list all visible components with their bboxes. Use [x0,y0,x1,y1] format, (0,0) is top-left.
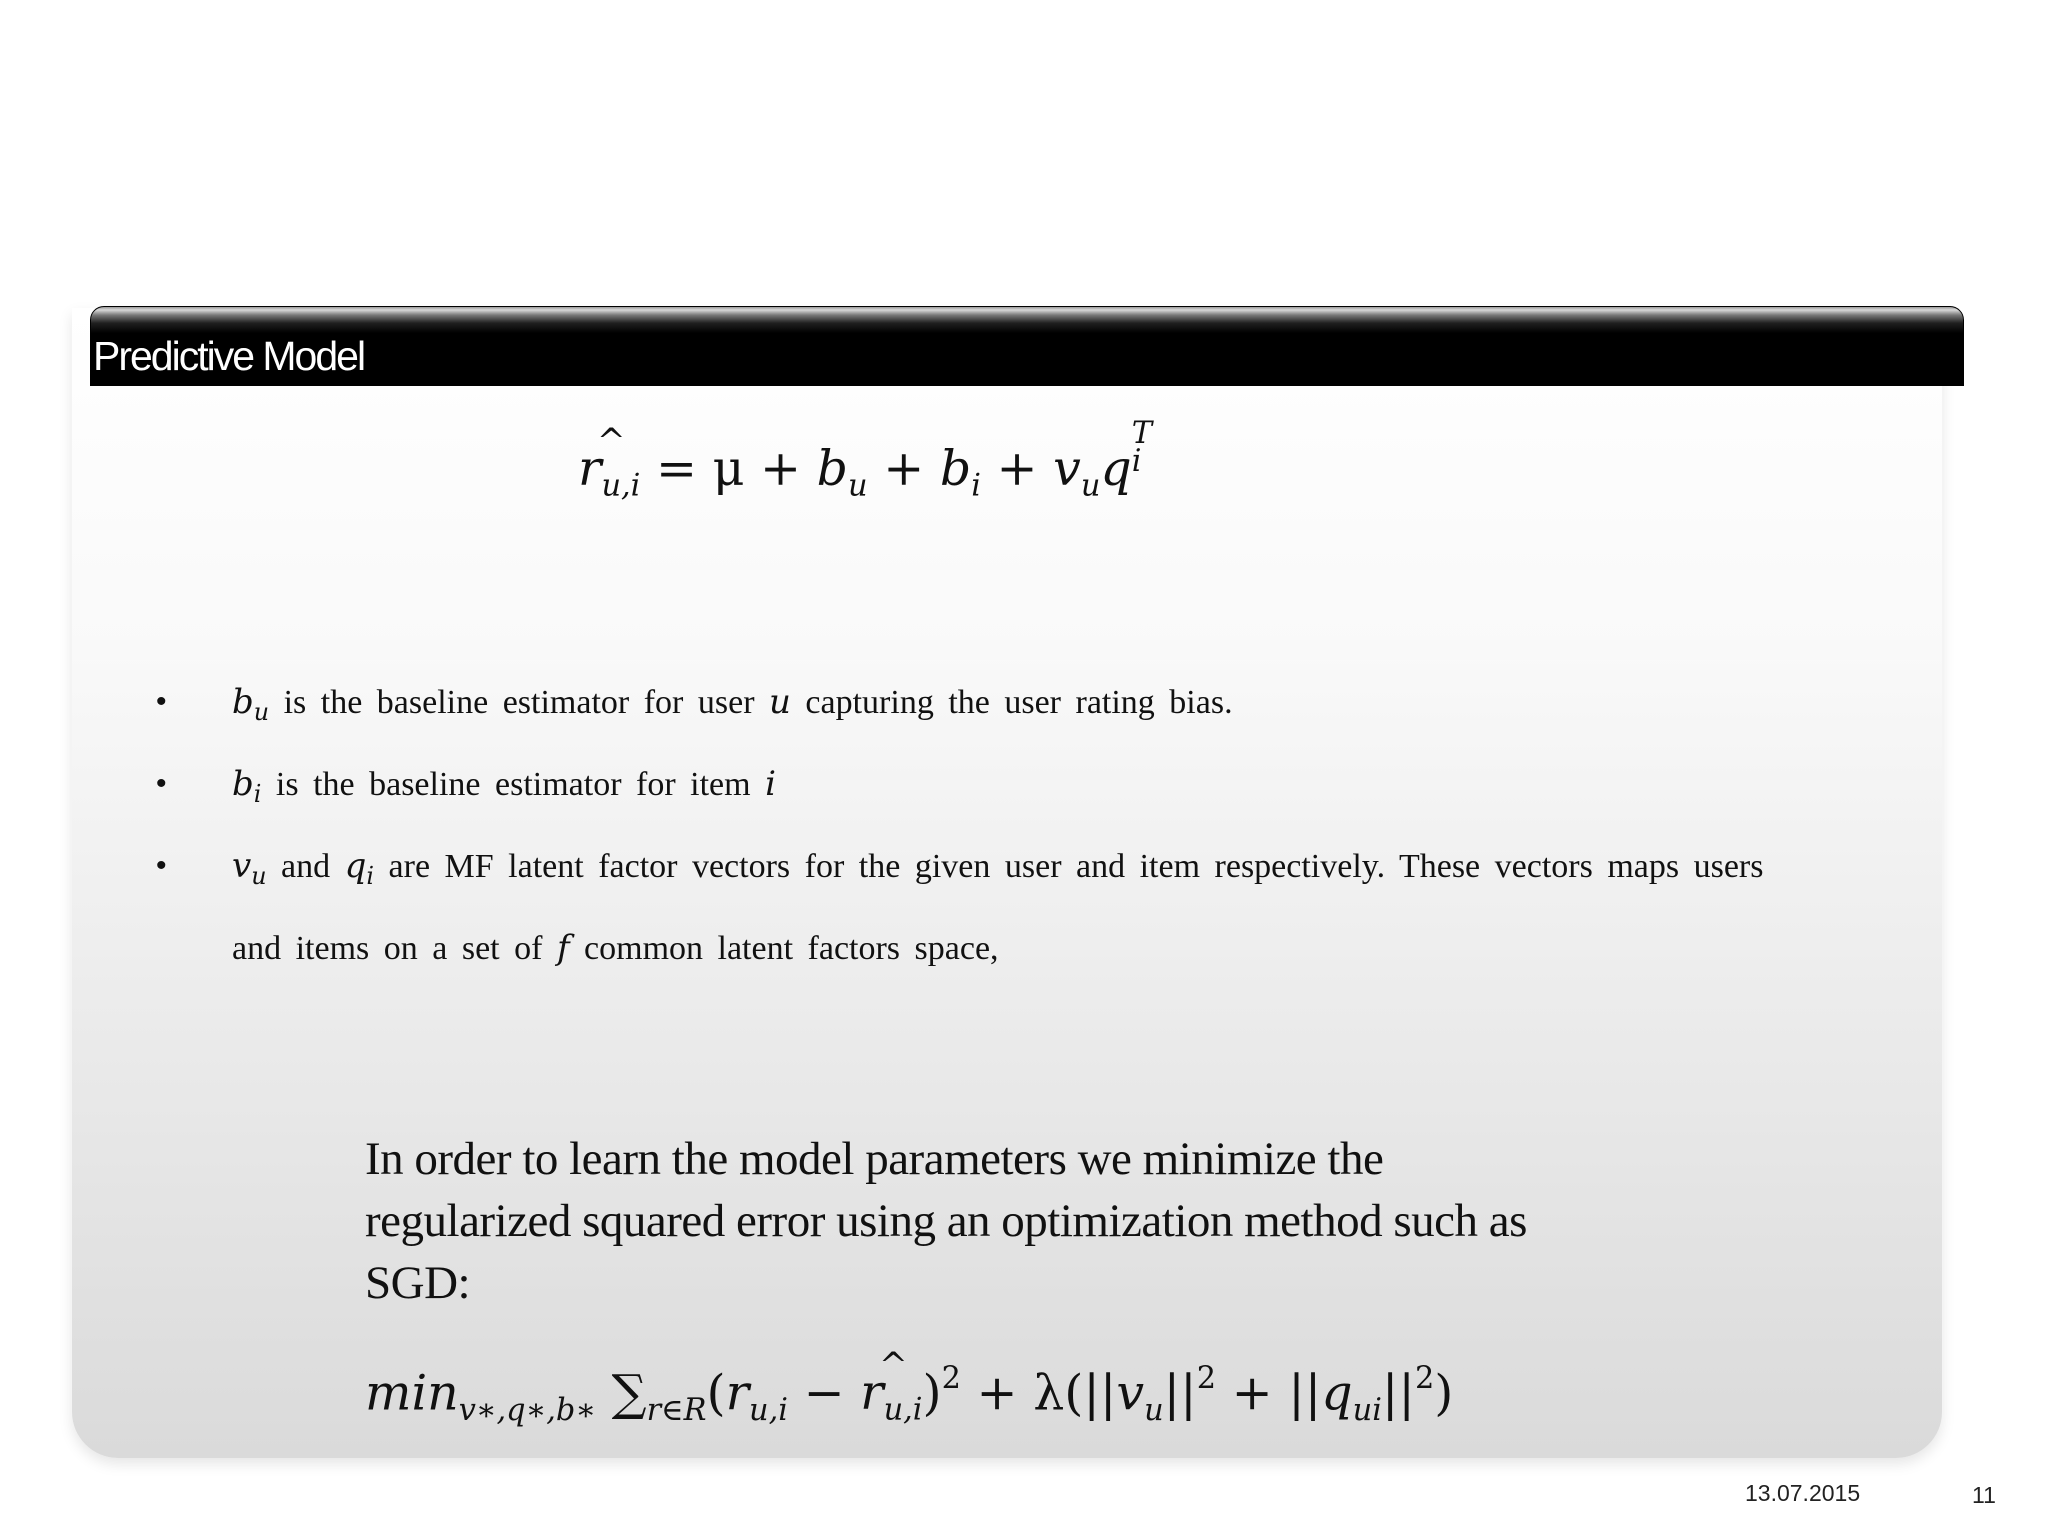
formula-q: q [1321,1364,1353,1422]
symbol-var: b [232,764,254,805]
formula-plus-norm: + || [1216,1364,1322,1422]
formula-norm-close: || [1381,1364,1415,1422]
paragraph-line: In order to learn the model parameters we minimize the [365,1133,1384,1185]
formula-eq: = [655,440,698,497]
formula-q-sub: i [1131,443,1142,479]
formula-sum: ∑ [611,1364,647,1422]
paragraph-line: SGD: [365,1257,471,1309]
list-item [148,748,1908,830]
formula-paren-close: ) [922,1364,942,1422]
bullet-marker: • [156,849,167,883]
definition-list [148,666,1908,985]
formula-plus-1: + [760,440,802,497]
formula-paren-open: ( [706,1364,726,1422]
footer-date: 13.07.2015 [1745,1480,1861,1506]
symbol-f: f [556,928,570,969]
symbol-sub: u [253,698,270,727]
bullet-text: is the baseline estimator for item [261,766,766,804]
formula-r-var: r [578,440,602,497]
paragraph-line: regularized squared error using an optimization method such as [365,1195,1527,1247]
symbol-var: q [344,846,367,887]
formula-square: 2 [1196,1361,1217,1396]
formula-b-sub: i [971,468,981,504]
formula-square: 2 [941,1361,961,1396]
formula-hat: ^ [879,1346,908,1387]
formula-rhat [860,1346,923,1428]
symbol-var: b [232,682,254,722]
symbol-sub: i [253,780,262,809]
list-item [148,830,1908,985]
formula-min: min [365,1364,459,1422]
list-item [148,666,1908,748]
prediction-formula [578,416,1156,504]
formula-r-sub: u,i [749,1392,788,1428]
formula-hat: ^ [596,422,626,463]
formula-q-scripts [1131,416,1157,485]
formula-v-var: v [1053,440,1081,497]
bullet-text: capturing the user rating bias. [790,684,1233,721]
formula-sum-sub: r∈R [646,1392,707,1428]
bullet-marker: • [156,685,167,718]
symbol-sub: i [366,862,375,891]
formula-v-sub: u [1080,468,1101,504]
symbol-vu [232,846,267,891]
formula-bu [816,440,868,504]
formula-rhat-var: r [860,1364,884,1422]
symbol-var: v [232,846,252,887]
formula-mu: μ [712,440,745,497]
formula-minus: − [787,1364,861,1422]
symbol-sub: u [251,862,267,891]
bullet-text: and [266,848,345,886]
formula-lambda: + λ(|| [960,1364,1117,1422]
formula-b-var: b [939,440,972,497]
symbol-i: i [765,764,776,805]
formula-square: 2 [1414,1361,1435,1396]
formula-r: r [725,1364,749,1422]
title-bar [90,306,1964,386]
formula-v: v [1116,1364,1145,1422]
bullet-marker: • [156,767,167,801]
bullet-text: common latent factors space, [569,930,999,968]
formula-norm-close: || [1163,1364,1197,1422]
symbol-u: u [769,682,791,722]
formula-b-sub: u [848,468,868,504]
optimization-paragraph [365,1128,1765,1314]
formula-rhat-sub: u,i [883,1392,923,1428]
formula-vu-qi [1053,416,1156,504]
slide-title: Predictive Model [93,333,365,379]
bullet-text: are MF latent factor vectors for the given user and item respectively. These vectors maps users [374,848,1764,886]
symbol-qi [344,846,375,891]
bullet-text: is the baseline estimator for user [269,684,770,721]
bullet-text: and items on a set of [232,930,557,968]
formula-q-sup: T [1131,416,1153,452]
formula-min-sub: v∗,q∗,b∗ [458,1392,596,1428]
formula-bi [939,440,981,504]
formula-paren-end: ) [1434,1364,1454,1422]
formula-v-sub: u [1144,1392,1164,1428]
optimization-formula [365,1346,1454,1428]
formula-lhs [578,422,641,504]
formula-plus-2: + [883,440,925,497]
formula-q-var: q [1100,440,1132,497]
formula-plus-3: + [996,440,1038,497]
formula-q-sub: ui [1352,1392,1382,1428]
formula-r-sub: u,i [601,468,641,504]
formula-b-var: b [816,440,849,497]
page-number: 11 [1972,1482,1996,1508]
symbol-bu [232,682,270,727]
symbol-bi [232,764,262,809]
